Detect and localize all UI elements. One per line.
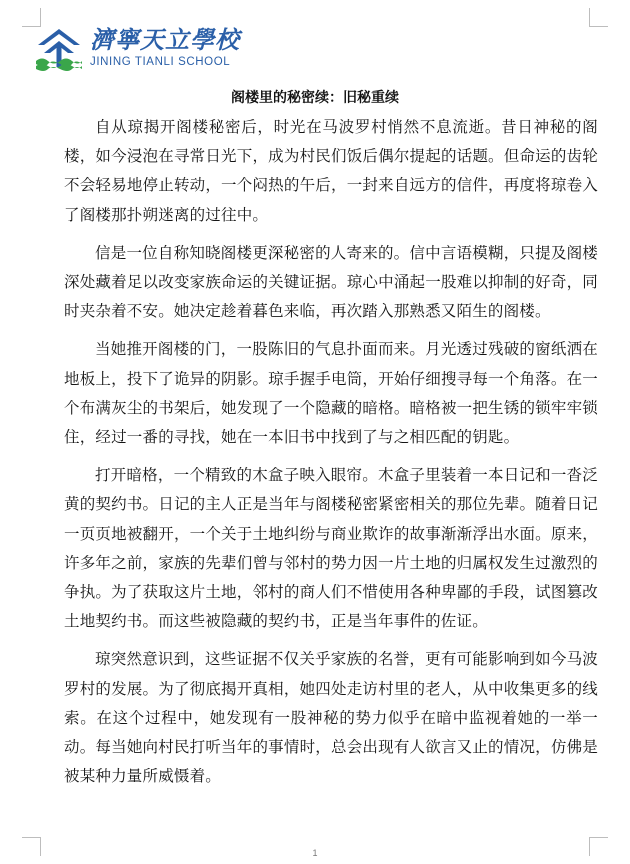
school-name-block (90, 27, 240, 69)
paragraph-4: 打开暗格，一个精致的木盒子映入眼帘。木盒子里装着一本日记和一沓泛黄的契约书。日记的主人正是当年与阁楼秘密紧密相关的那位先辈。随着日记一页页地被翻开，一个关于土地纠纷与商业欺诈的故事渐渐浮出水面。原来，许多年之前，家族的先辈们曾与邻村的势力因一片土地的归属权发生过激烈的争执。为了获取这片土地，邻村的商人们不惜使用各种卑鄙的手段，试图篡改土地契约书。而这些被隐藏的契约书，正是当年事件的佐证。 (64, 466, 598, 631)
document-title: 阁楼里的秘密续：旧秘重续 (231, 90, 399, 106)
paragraph-3: 当她推开阁楼的门，一股陈旧的气息扑面而来。月光透过残破的窗纸洒在地板上，投下了诡异的阴影。琼手握手电筒，开始仔细搜寻每一个角落。在一个布满灰尘的书架后，她发现了一个隐藏的暗格。暗格被一把生锈的锁牢牢锁住，经过一番的寻找，她在一本旧书中找到了与之相匹配的钥匙。 (64, 340, 598, 447)
crop-mark-top-right (589, 8, 608, 27)
school-name-english: JINING TIANLI SCHOOL (90, 56, 231, 68)
paragraph-1: 自从琼揭开阁楼秘密后，时光在马波罗村悄然不息流逝。昔日神秘的阁楼，如今浸泡在寻常日光下，成为村民们饭后偶尔提起的话题。但命运的齿轮不会轻易地停止转动，一个闷热的午后，一封来自远方的信件，再度将琼卷入了阁楼那扑朔迷离的过往中。 (64, 118, 598, 224)
document-body (64, 113, 598, 800)
paragraph-2: 信是一位自称知晓阁楼更深秘密的人寄来的。信中言语模糊，只提及阁楼深处藏着足以改变家族命运的关键证据。琼心中涌起一股难以抑制的好奇，同时夹杂着不安。她决定趁着暮色来临，再次踏入那熟悉又陌生的阁楼。 (64, 243, 598, 321)
school-name-chinese: 濟寧天立學校 (90, 26, 240, 54)
page-number: 1 (312, 848, 318, 858)
paragraph-5: 琼突然意识到，这些证据不仅关乎家族的名誉，更有可能影响到如今马波罗村的发展。为了彻底揭开真相，她四处走访村里的老人，从中收集更多的线索。在这个过程中，她发现有一股神秘的势力似乎在暗中监视着她的一举一动。每当她向村民打听当年的事情时，总会出现有人欲言又止的情况，仿佛是被某种力量所威慑着。 (64, 650, 598, 786)
school-emblem-icon (34, 25, 84, 71)
school-logo (34, 22, 240, 74)
